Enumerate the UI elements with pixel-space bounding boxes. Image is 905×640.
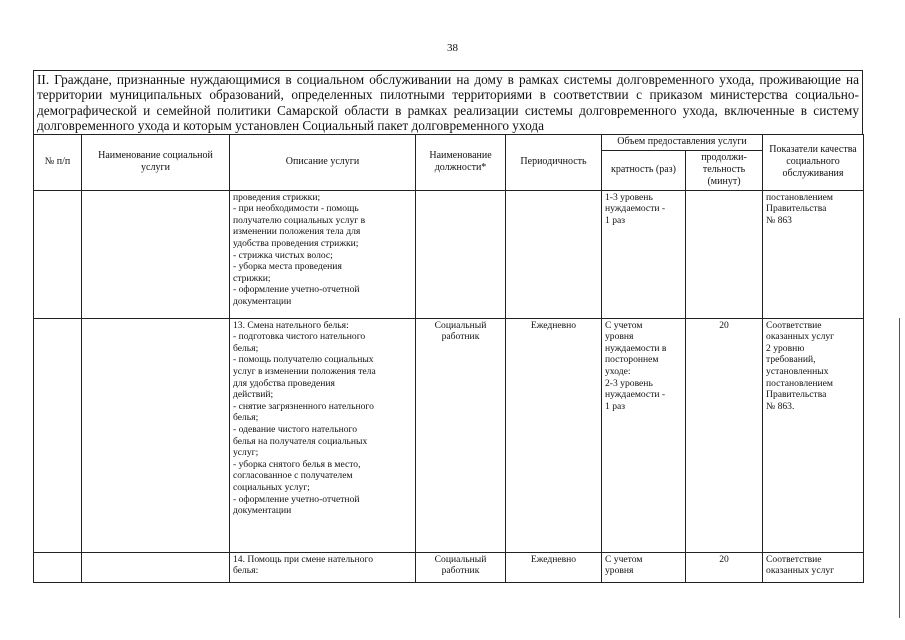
multiplicity-cell (602, 318, 686, 552)
text-line: Соответствие (766, 553, 822, 565)
quality-cell (763, 552, 864, 582)
text-line: Правительства (766, 389, 827, 401)
text-line: для удобства проведения (233, 377, 335, 389)
text-line: услуг; (233, 447, 259, 459)
position-cell: Социальный работник (416, 318, 506, 552)
text-line: - подготовка чистого нательного (233, 331, 366, 343)
header-position: Наименование должности* (416, 134, 506, 190)
text-line: услуг в изменении положения тела (233, 366, 376, 377)
text-line: - снятие загрязненного нательного (233, 400, 374, 412)
text-line: - оформление учетно-отчетной (233, 493, 360, 505)
duration-cell (686, 190, 763, 318)
description-cell (230, 190, 416, 318)
text-line: нуждаемости в (605, 342, 667, 354)
text-line: социальных услуг; (233, 481, 310, 493)
description-cell (230, 552, 416, 582)
text-line: 13. Смена нательного белья: (233, 319, 349, 331)
multiplicity-cell (602, 190, 686, 318)
header-periodicity: Периодичность (506, 134, 602, 190)
text-line: С учетом (605, 319, 643, 331)
quality-cell (763, 318, 864, 552)
text-line: изменении положения тела для (233, 226, 361, 238)
text-line: нуждаемости - (605, 203, 666, 215)
service-name-cell (82, 552, 230, 582)
text-line: уходе: (605, 366, 631, 377)
header-duration: продолжи-тельность (минут) (686, 150, 763, 190)
periodicity-cell: Ежедневно (506, 552, 602, 582)
text-line: № 863 (766, 214, 792, 226)
multiplicity-cell (602, 552, 686, 582)
text-line: 2-3 уровень (605, 377, 653, 389)
text-line: нуждаемости - (605, 389, 666, 401)
text-line: - помощь получателю социальных (233, 354, 374, 366)
text-line: 1 раз (605, 214, 626, 226)
text-line: 14. Помощь при смене нательного (233, 553, 373, 565)
table-row (34, 190, 864, 318)
text-line: 2 уровню (766, 342, 805, 354)
text-line: белья на получателя социальных (233, 435, 368, 447)
text-line: белья; (233, 412, 259, 424)
service-name-cell (82, 190, 230, 318)
text-line: 1-3 уровень (605, 191, 653, 203)
text-line: документации (233, 295, 292, 307)
text-line: действий; (233, 389, 274, 401)
text-line: получателю социальных услуг в (233, 214, 366, 226)
periodicity-cell: Ежедневно (506, 318, 602, 552)
text-line: уровня (605, 331, 634, 343)
text-line: - оформление учетно-отчетной (233, 284, 360, 296)
header-description: Описание услуги (230, 134, 416, 190)
text-line: белья; (233, 342, 259, 354)
header-multiplicity: кратность (раз) (602, 150, 686, 190)
text-line: № 863. (766, 400, 795, 412)
duration-cell: 20 (686, 318, 763, 552)
text-line: уровня (605, 565, 634, 577)
text-line: постановлением (766, 191, 833, 203)
text-line: - при необходимости - помощь (233, 203, 359, 215)
header-num: № п/п (34, 134, 82, 190)
text-line: требований, (766, 354, 816, 366)
text-line: - стрижка чистых волос; (233, 249, 333, 261)
position-cell: Социальный работник (416, 552, 506, 582)
text-line: - уборка снятого белья в место, (233, 458, 361, 470)
duration-cell: 20 (686, 552, 763, 582)
text-line: документации (233, 505, 292, 517)
text-line: удобства проведения стрижки; (233, 238, 359, 249)
text-line: - одевание чистого нательного (233, 423, 357, 435)
periodicity-cell (506, 190, 602, 318)
header-volume: Объем предоставления услуги (602, 134, 763, 150)
header-quality: Показатели качества социального обслуживания (763, 134, 864, 190)
description-cell (230, 318, 416, 552)
header-service-name: Наименование социальной услуги (82, 134, 230, 190)
service-name-cell (82, 318, 230, 552)
num-cell (34, 552, 82, 582)
text-line: Соответствие (766, 319, 822, 331)
text-line: 1 раз (605, 400, 626, 412)
services-table (33, 134, 864, 583)
scan-edge-line (899, 318, 900, 618)
text-line: оказанных услуг (766, 565, 835, 577)
position-cell (416, 190, 506, 318)
num-cell (34, 318, 82, 552)
table-row (34, 552, 864, 582)
text-line: оказанных услуг (766, 331, 835, 343)
text-line: постороннем (605, 354, 659, 366)
text-line: С учетом (605, 553, 643, 565)
table-row (34, 318, 864, 552)
num-cell (34, 190, 82, 318)
text-line: проведения стрижки; (233, 191, 321, 203)
text-line: согласованное с получателем (233, 470, 353, 482)
page-number: 38 (447, 42, 458, 54)
section-title: II. Граждане, признанные нуждающимися в социальном обслуживании на дому в рамках системы долговременного ухода, проживающие на территории муниципальных образований, определенных пилотными территориями в соответствии с приказом министерства социально-демографической и семейной политики Самарской области в рамках реализации системы долговременного ухода, включенные в систему долговременного ухода и которым установлен Социальный пакет долговременного ухода (33, 70, 863, 134)
quality-cell (763, 190, 864, 318)
text-line: Правительства (766, 203, 827, 215)
text-line: - уборка места проведения (233, 261, 342, 273)
text-line: стрижки; (233, 272, 271, 284)
text-line: белья: (233, 565, 259, 577)
text-line: установленных (766, 366, 829, 377)
document-body (33, 70, 863, 583)
text-line: постановлением (766, 377, 833, 389)
